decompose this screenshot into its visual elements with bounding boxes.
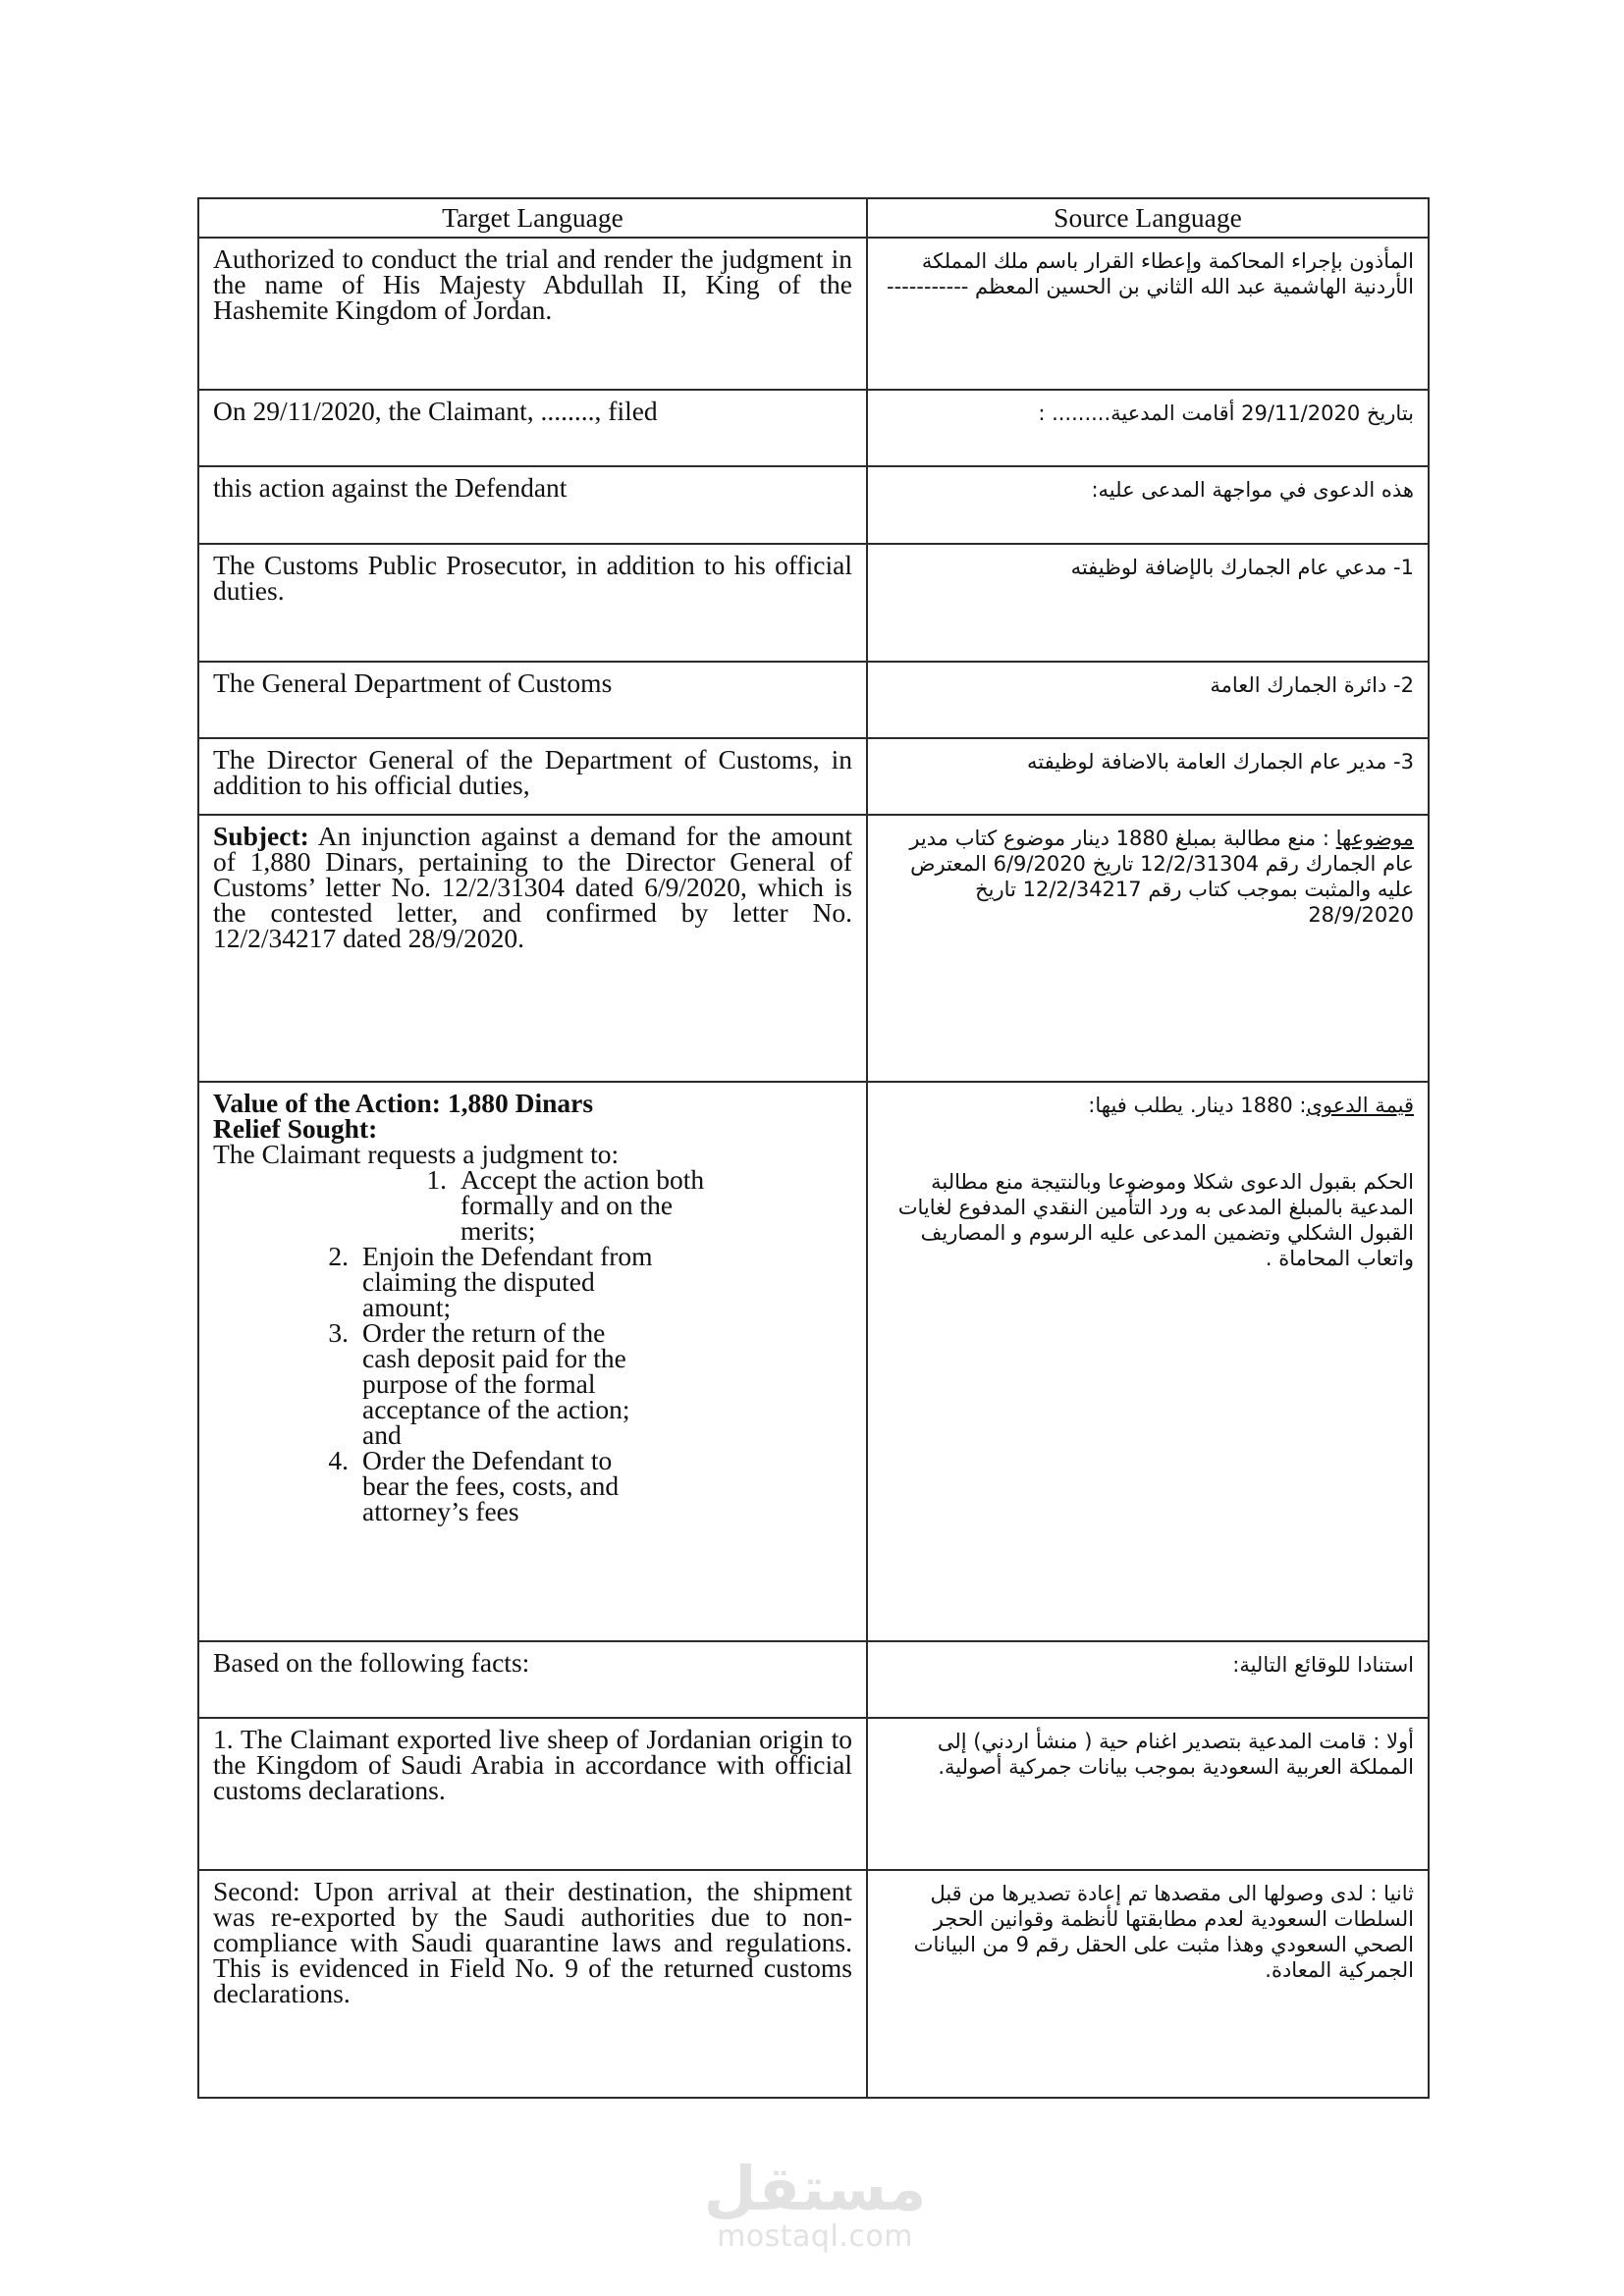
table-row [198, 1641, 1429, 1718]
source-cell: 2- دائرة الجمارك العامة [867, 662, 1429, 738]
source-language-header: Source Language [867, 198, 1429, 238]
subject-text-ar: : منع مطالبة بمبلغ 1880 دينار موضوع كتاب مدير عام الجمارك رقم 12/2/31304 تاريخ 6/9/2020 المعترض عليه والمثبت بموجب كتاب رقم 12/2/34217 تاريخ 28/9/2020 [909, 827, 1414, 927]
target-cell: this action against the Defendant [198, 466, 867, 544]
relief-item: 1. Accept the action both formally and on the merits; [426, 1164, 705, 1246]
table-row [198, 1718, 1429, 1870]
translation-table [197, 197, 1430, 2099]
table-row-relief [198, 1082, 1429, 1641]
table-row [198, 1870, 1429, 2098]
source-cell: 3- مدير عام الجمارك العامة بالاضافة لوظيفته [867, 738, 1429, 815]
subject-label: Subject: [213, 821, 309, 851]
source-cell: ثانيا : لدى وصولها الى مقصدها تم إعادة تصديرها من قبل السلطات السعودية لعدم مطابقتها لأنظمة وقوانين الحجر الصحي السعودي وهذا مثبت على الحقل رقم 9 من البيانات الجمركية المعادة. [867, 1870, 1429, 2098]
watermark-logo-latin: mostaql.com [717, 2219, 913, 2254]
source-cell: استنادا للوقائع التالية: [867, 1641, 1429, 1718]
target-cell: On 29/11/2020, the Claimant, ........, filed [198, 390, 867, 466]
target-cell: 1. The Claimant exported live sheep of Jordanian origin to the Kingdom of Saudi Arabia in accordance with official customs declarations. [198, 1718, 867, 1870]
relief-list [213, 1164, 852, 1526]
subject-text: An injunction against a demand for the amount of 1,880 Dinars, pertaining to the Director General of Customs’ letter No. 12/2/31304 dated 6/9/2020, which is the contested letter, and confirmed by letter No. 12/2/34217 dated 28/9/2020. [213, 821, 852, 953]
target-cell: Authorized to conduct the trial and render the judgment in the name of His Majesty Abdullah II, King of the Hashemite Kingdom of Jordan. [198, 238, 867, 390]
action-value: Value of the Action: 1,880 Dinars [213, 1088, 594, 1118]
relief-item: 2. Enjoin the Defendant from claiming the disputed amount; [328, 1241, 653, 1322]
relief-text-ar: الحكم بقبول الدعوى شكلا وموضوعا وبالنتيجة منع مطالبة المدعية بالمبلغ المدعى به ورد التأمين النقدي المدفوع لغايات القبول الشكلي وتضمين المدعى عليه الرسوم و المصاريف واتعاب المحاماة . [897, 1170, 1414, 1270]
target-cell: Based on the following facts: [198, 1641, 867, 1718]
source-cell [867, 815, 1429, 1082]
subject-label-ar: موضوعها [1335, 827, 1414, 850]
source-cell: بتاريخ 29/11/2020 أقامت المدعية......... : [867, 390, 1429, 466]
spacer [882, 1118, 1414, 1169]
target-language-header: Target Language [198, 198, 867, 238]
target-cell: The Director General of the Department of Customs, in addition to his official duties, [198, 738, 867, 815]
relief-intro: The Claimant requests a judgment to: [213, 1139, 620, 1169]
mostaql-watermark [687, 2153, 943, 2254]
table-row [198, 238, 1429, 390]
action-value-ar: قيمة الدعوى: 1880 دينار. يطلب فيها: [1088, 1094, 1414, 1117]
relief-item: 3. Order the return of the cash deposit paid for the purpose of the formal acceptance of the action; and [328, 1317, 630, 1450]
relief-item: 4. Order the Defendant to bear the fees, costs, and attorney’s fees [328, 1445, 620, 1526]
target-cell [198, 1082, 867, 1641]
source-cell [867, 1082, 1429, 1641]
target-cell [198, 815, 867, 1082]
table-row [198, 390, 1429, 466]
target-cell: Second: Upon arrival at their destination, the shipment was re-exported by the Saudi authorities due to non-compliance with Saudi quarantine laws and regulations. This is evidenced in Field No. 9 of the returned customs declarations. [198, 1870, 867, 2098]
source-cell: هذه الدعوى في مواجهة المدعى عليه: [867, 466, 1429, 544]
table-row [198, 466, 1429, 544]
source-cell: أولا : قامت المدعية بتصدير اغنام حية ( منشأ اردني) إلى المملكة العربية السعودية بموجب بيانات جمركية أصولية. [867, 1718, 1429, 1870]
target-cell: The Customs Public Prosecutor, in addition to his official duties. [198, 544, 867, 662]
source-cell: 1- مدعي عام الجمارك بالإضافة لوظيفته [867, 544, 1429, 662]
source-cell: المأذون بإجراء المحاكمة وإعطاء القرار باسم ملك المملكة الأردنية الهاشمية عبد الله الثاني بن الحسين المعظم ----------- [867, 238, 1429, 390]
table-header-row [198, 198, 1429, 238]
watermark-logo-arabic: مستقل [703, 2153, 927, 2224]
table-row [198, 544, 1429, 662]
table-row [198, 738, 1429, 815]
table-row [198, 662, 1429, 738]
relief-sought-heading: Relief Sought: [213, 1113, 378, 1144]
table-row-subject [198, 815, 1429, 1082]
target-cell: The General Department of Customs [198, 662, 867, 738]
